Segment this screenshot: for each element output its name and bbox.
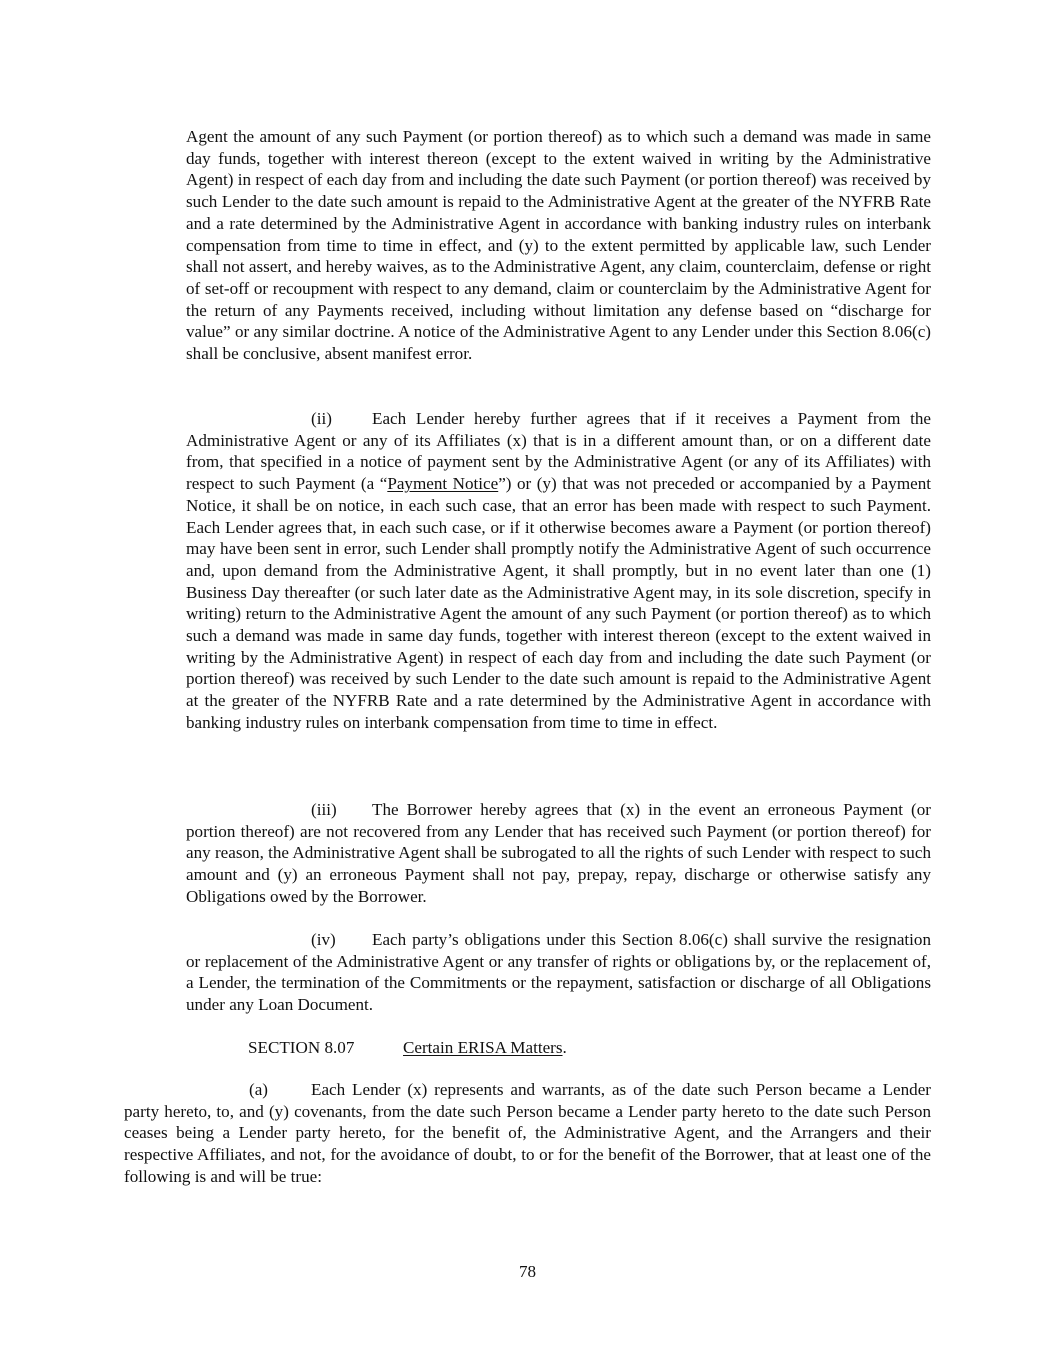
paragraph-iv-number: (iv) [311,930,336,949]
paragraph-iv [186,929,931,1016]
section-title-suffix: . [562,1038,567,1057]
paragraph-a-number: (a) [249,1080,268,1099]
paragraph-ii [186,408,931,734]
paragraph-ii-text-before: Each Lender hereby further agrees that if it receives a Payment from the Administrative Agent or any of its Affiliates (x) that is in a different amount than, or on a different date from, that specified in a notice of payment sent by the Administrative Agent (or any of its Affiliates) with respect to such Payment (a “ [186,409,931,494]
section-heading [248,1037,567,1059]
paragraph-a [124,1079,931,1188]
paragraph-iii [186,799,931,908]
paragraph-iii-number: (iii) [311,800,337,819]
page-number: 78 [518,1262,537,1281]
section-number: SECTION 8.07 [248,1038,355,1057]
paragraph-ii-text-after: ”) or (y) that was not preceded or accompanied by a Payment Notice, it shall be on notice, in each such case, that an error has been made with respect to such Payment. Each Lender agrees that, in each such case, or if it otherwise becomes aware a Payment (or portion thereof) may have been sent in error, such Lender shall promptly notify the Administrative Agent of such occurrence and, upon demand from the Administrative Agent, it shall promptly, but in no event later than one (1) Business Day thereafter (or such later date as the Administrative Agent may, in its sole discretion, specify in writing) return to the Administrative Agent the amount of any such Payment (or portion thereof) as to which such a demand was made in same day funds, together with interest thereon (except to the extent waived in writing by the Administrative Agent) in respect of each day from and including the date such Payment (or portion thereof) was received by such Lender to the date such amount is repaid to the Administrative Agent at the greater of the NYFRB Rate and a rate determined by the Administrative Agent in accordance with banking industry rules on interbank compensation from time to time in effect. [186,474,931,732]
section-title: Certain ERISA Matters [403,1038,563,1057]
paragraph-iii-text: The Borrower hereby agrees that (x) in the event an erroneous Payment (or portion thereof) are not recovered from any Lender that has received such Payment (or portion thereof) for any reason, the Administrative Agent shall be subrogated to all the rights of such Lender with respect to such amount and (y) an erroneous Payment shall not pay, prepay, repay, discharge or otherwise satisfy any Obligations owed by the Borrower. [186,800,931,906]
paragraph-continuation: Agent the amount of any such Payment (or portion thereof) as to which such a demand was made in same day funds, together with interest thereon (except to the extent waived in writing by the Administrative Agent) in respect of each day from and including the date such Payment (or portion thereof) was received by such Lender to the date such amount is repaid to the Administrative Agent at the greater of the NYFRB Rate and a rate determined by the Administrative Agent in accordance with banking industry rules on interbank compensation from time to time in effect, and (y) to the extent permitted by applicable law, such Lender shall not assert, and hereby waives, as to the Administrative Agent, any claim, counterclaim, defense or right of set-off or recoupment with respect to any demand, claim or counterclaim by the Administrative Agent for the return of any Payments received, including without limitation any defense based on “discharge for value” or any similar doctrine. A notice of the Administrative Agent to any Lender under this Section 8.06(c) shall be conclusive, absent manifest error. [186,127,931,364]
paragraph-a-text: Each Lender (x) represents and warrants, as of the date such Person became a Lender party hereto, to, and (y) covenants, from the date such Person became a Lender party hereto to the date such Person ceases being a Lender party hereto, for the benefit of, the Administrative Agent, and the Arrangers and their respective Affiliates, and not, for the avoidance of doubt, to or for the benefit of the Borrower, that at least one of the following is and will be true: [124,1080,931,1186]
defined-term-payment-notice: Payment Notice [387,474,499,494]
paragraph-ii-number: (ii) [311,409,332,428]
paragraph-iv-text: Each party’s obligations under this Section 8.06(c) shall survive the resignation or replacement of the Administrative Agent or any transfer of rights or obligations by, or the replacement of, a Lender, the termination of the Commitments or the repayment, satisfaction or discharge of all Obligations under any Loan Document. [186,930,931,1015]
